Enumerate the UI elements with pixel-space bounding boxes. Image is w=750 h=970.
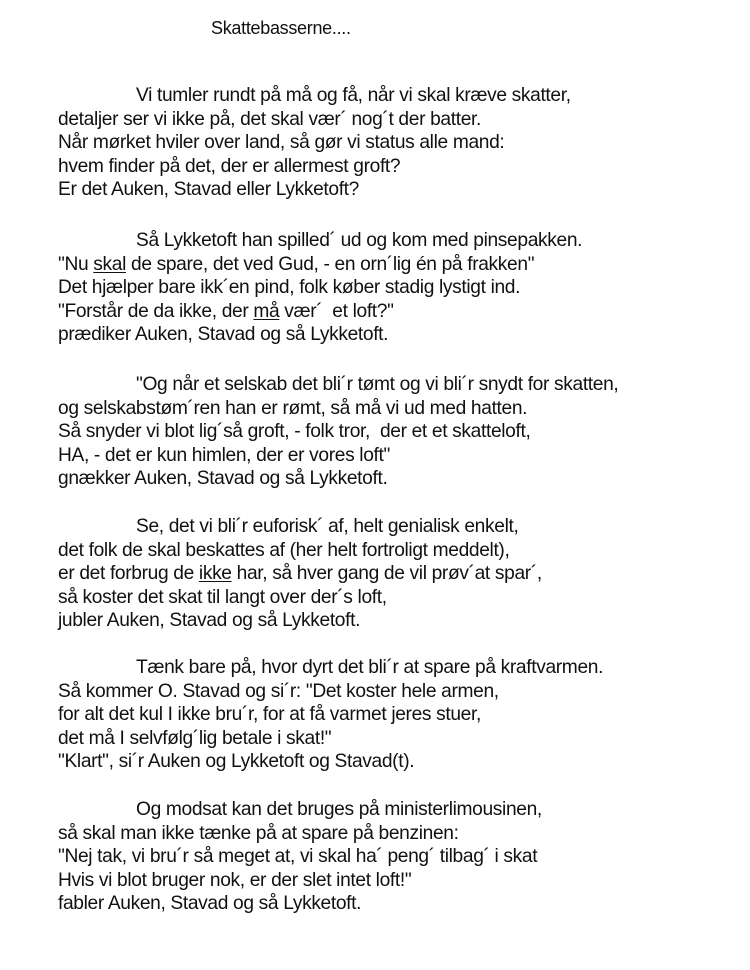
line-text: gnækker Auken, Stavad og så Lykketoft. (58, 468, 388, 490)
poem-line (58, 229, 748, 253)
stanza-1 (58, 84, 748, 202)
poem-line (58, 515, 748, 539)
poem-line (58, 822, 748, 846)
poem-line (58, 397, 748, 421)
line-text: "Forstår de da ikke, der (58, 300, 254, 322)
line-text: Vi tumler rundt på må og få, når vi skal kræve skatter, (136, 85, 571, 106)
line-text: Tænk bare på, hvor dyrt det bli´r at spare på kraftvarmen. (136, 657, 604, 678)
line-text: Så Lykketoft han spilled´ ud og kom med pinsepakken. (136, 230, 583, 251)
poem-line (58, 656, 748, 680)
poem-line (58, 869, 748, 893)
line-text: "Og når et selskab det bli´r tømt og vi bli´r snydt for skatten, (136, 374, 619, 395)
line-text: Så snyder vi blot lig´så groft, - folk tror, der et et skatteloft, (58, 421, 531, 443)
poem-line (58, 892, 748, 916)
poem-line (58, 444, 748, 468)
line-text: de spare, det ved Gud, - en orn´lig én på frakken" (126, 253, 535, 275)
poem-line (58, 253, 748, 277)
poem-line (58, 420, 748, 444)
underlined-word: skal (93, 253, 127, 275)
stanza-6 (58, 798, 748, 916)
line-text: for alt det kul I ikke bru´r, for at få varmet jeres stuer, (58, 704, 481, 726)
poem-line (58, 539, 748, 563)
line-text: Og modsat kan det bruges på ministerlimousinen, (136, 799, 542, 820)
line-text: Det hjælper bare ikk´en pind, folk køber stadig lystigt ind. (58, 277, 521, 299)
line-text: Se, det vi bli´r euforisk´ af, helt genialisk enkelt, (136, 516, 519, 537)
line-text: så koster det skat til langt over der´s loft, (58, 586, 387, 608)
underlined-word: må (253, 300, 280, 322)
line-text: Når mørket hviler over land, så gør vi status alle mand: (58, 132, 505, 154)
line-text: HA, - det er kun himlen, der er vores loft" (58, 444, 390, 466)
poem-line (58, 178, 748, 202)
poem-line (58, 131, 748, 155)
poem-line (58, 467, 748, 491)
line-text: er det forbrug de (58, 563, 199, 585)
poem-line (58, 703, 748, 727)
poem-line (58, 586, 748, 610)
line-text: jubler Auken, Stavad og så Lykketoft. (58, 610, 361, 632)
poem-line (58, 323, 748, 347)
line-text: Er det Auken, Stavad eller Lykketoft? (58, 179, 359, 201)
line-text: "Klart", si´r Auken og Lykketoft og Stavad(t). (58, 751, 415, 773)
line-text: detaljer ser vi ikke på, det skal vær´ nog´t der batter. (58, 108, 481, 130)
poem-line (58, 155, 748, 179)
line-text: vær´ et loft?" (279, 300, 394, 322)
poem-line (58, 750, 748, 774)
line-text: og selskabstøm´ren han er rømt, så må vi ud med hatten. (58, 397, 528, 419)
line-text: det folk de skal beskattes af (her helt fortroligt meddelt), (58, 539, 510, 561)
line-text: "Nej tak, vi bru´r så meget at, vi skal ha´ peng´ tilbag´ i skat (58, 846, 538, 868)
stanza-2 (58, 229, 748, 347)
poem-line (58, 300, 748, 324)
line-text: fabler Auken, Stavad og så Lykketoft. (58, 893, 362, 915)
poem-title: Skattebasserne.... (211, 18, 351, 38)
line-text: det må I selvfølg´lig betale i skat!" (58, 727, 332, 749)
poem-line (58, 276, 748, 300)
line-text: prædiker Auken, Stavad og så Lykketoft. (58, 324, 389, 346)
stanza-4 (58, 515, 748, 633)
stanza-5 (58, 656, 748, 774)
line-text: "Nu (58, 253, 94, 275)
line-text: hvem finder på det, der er allermest groft? (58, 155, 401, 177)
poem-line (58, 727, 748, 751)
poem-line (58, 562, 748, 586)
underlined-word: ikke (198, 563, 232, 585)
stanza-3 (58, 373, 748, 491)
line-text: så skal man ikke tænke på at spare på benzinen: (58, 822, 459, 844)
line-text: Så kommer O. Stavad og si´r: "Det koster hele armen, (58, 680, 499, 702)
line-text: har, så hver gang de vil prøv´at spar´, (231, 563, 542, 585)
poem-line (58, 609, 748, 633)
poem-line (58, 373, 748, 397)
poem-line (58, 798, 748, 822)
poem-line (58, 108, 748, 132)
line-text: Hvis vi blot bruger nok, er der slet intet loft!" (58, 869, 412, 891)
poem-line (58, 680, 748, 704)
poem-line (58, 845, 748, 869)
poem-line (58, 84, 748, 108)
